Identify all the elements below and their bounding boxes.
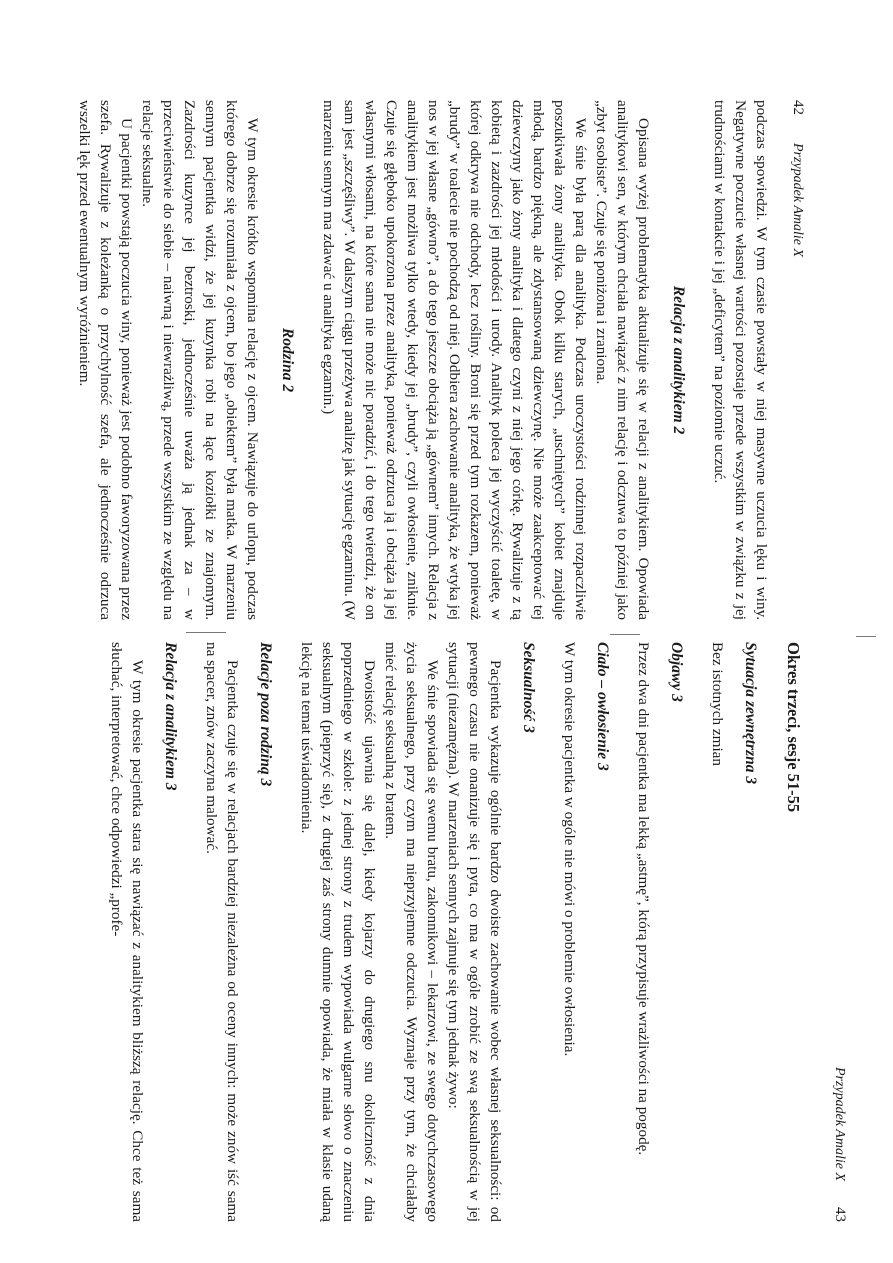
paragraph: podczas spowiedzi. W tym czasie powstały w niej masywne uczucia lęku i winy. Negatywne poczucie własnej wartości pozostaje przede wszystkim w związku z jej trudnościami w kontakcie i jej „deficytem” na poziomie uczuć.	[711, 100, 770, 620]
paragraph: Dwoistość ujawnia się dalej, kiedy kojarzy do drugiego snu okoliczność z dnia poprzedniego w szkole: z jednej strony z trudem wypowiada wulgarne słowo o znaczeniu seksualnym (pieprzyć się), z drugiej zaś strony dumnie opowiada, że miała w klasie udaną lekcję na temat uświadomienia.	[298, 642, 378, 1222]
chapter-title: Okres trzeci, sesje 51-55	[784, 642, 803, 813]
paragraph: We śnie spowiada się swemu bratu, zakonnikowi – lekarzowi, ze swego dotychczasowego życia seksualnego, przy czym ma nieprzyjemne odczucia. Wyznaje przy tym, że chciałaby mieć relację seksualną z bratem.	[382, 642, 441, 1222]
right-page	[70, 642, 850, 1222]
scan-artifact	[186, 632, 226, 633]
subsection-heading: Relacje poza rodziną 3	[257, 642, 274, 787]
scan-artifact	[856, 636, 876, 637]
paragraph: Opisana wyżej problematyka aktualizuje się w relacji z analitykiem. Opowiada analitykowi sen, w którym chciała nawiązać z nim relację i odczuwa to później jako „zbyt osobiste”. Czuje się poniżona i zraniona.	[593, 100, 652, 620]
running-head-title: Przypadek Amalie X	[790, 143, 805, 258]
running-head-title: Przypadek Amalie X	[832, 1066, 847, 1181]
subsection-heading: Seksualność 3	[520, 642, 537, 733]
paragraph: W tym okresie pacjentka stara się nawiązać z analitykiem bliższą relację. Chce też sama słuchać, interpretować, chce odpowiedzi „profe-	[108, 642, 146, 1222]
paragraph: Pacjentka wykazuje ogólnie bardzo dwoiste zachowanie wobec własnej seksualności: od pewnego czasu nie onanizuje się i pyta, co ma w ogóle zrobić ze swą seksualnością w jej sytuacji (niezamężna). W marzeniach sennych zajmuje się tym jednak żywo:	[445, 642, 504, 1222]
paragraph: Przez dwa dni pacjentka ma lekką „astmę”, którą przypisuje wrażliwości na pogodę.	[635, 642, 652, 1156]
subsection-heading: Sytuacja zewnętrzna 3	[742, 642, 759, 785]
running-head	[786, 100, 808, 620]
paragraph: Bez istotnych zmian	[709, 642, 726, 766]
paragraph: W tym okresie pacjentka w ogóle nie mówi o problemie owłosienia.	[561, 642, 578, 1057]
section-heading: Relacja z analitykiem 2	[670, 285, 687, 435]
subsection-heading: Objawy 3	[668, 642, 685, 702]
scan-artifact	[610, 634, 640, 635]
paragraph: We śnie była parą dla analityka. Podczas uroczystości rodzinnej rozpaczliwie poszukiwała żony analityka. Obok kilku starych, „uschniętych” kobiet znajduje młodą, bardzo piękną, ale zdystansowaną dziewczynę. Nie może zaakceptować tej dziewczyny jako żony analityka i dlatego czyni z niej jego córkę. Rywalizuje z tą kobietą i zazdrości jej młodości i urody. Analityk poleca jej wyczyścić toaletę, w której odkrywa nie odchody, lecz rośliny. Broni się przed tym rozkazem, ponieważ „brudy” w toalecie nie pochodzą od niej. Odbiera zachowanie analityka, że wtyka jej nos w jej własne „gówno”, a do tego jeszcze obciąża ją „gównem” innych. Relacja z analitykiem jest możliwa tylko wtedy, kiedy jej „brudy”, czyli owłosienie, zniknie. Czuje się głęboko upokorzona przez analityka, ponieważ odrzuca ją i obciąża ją jej własnymi włosami, na które sama nie może nic poradzić, i do tego twierdzi, że on sam jest „szczęśliwy”. W dalszym ciągu przeżywa analizę jak sytuację egzaminu. (W marzeniu sennym ma zdawać u analityka egzamin.)	[320, 100, 589, 620]
page-number: 43	[832, 1207, 848, 1222]
paragraph: W tym okresie krótko wspomina relację z ojcem. Nawiązuje do urlopu, podczas którego dobrze się rozumiała z ojcem, bo jego „obiektem” była matka. W marzeniu sennym pacjentka widzi, że jej kuzynka robi na łące koziołki ze znajomym. Zazdrości kuzynce jej beztroski, jednocześnie uważa ją jednak za – w przeciwieństwie do siebie – naiwną i niewrażliwą, przede wszystkim ze względu na relacje seksualne.	[139, 100, 261, 620]
paragraph: U pacjentki powstają poczucia winy, ponieważ jest podobno faworyzowana przez szefa. Rywalizuje z koleżanką o przychylność szefa, ale jednocześnie odrzuca wszelki lęk przed ewentualnym wyróżnieniem.	[76, 100, 135, 620]
running-head	[828, 642, 850, 1222]
subsection-heading: Ciało – owłosienie 3	[594, 642, 611, 771]
section-heading: Rodzina 2	[279, 327, 296, 393]
paragraph: Pacjentka czuje się w relacjach bardziej niezależna od oceny innych: może znów iść sama na spacer, znów zaczyna malować.	[203, 642, 241, 1222]
page-number: 42	[790, 100, 806, 115]
left-page	[48, 100, 808, 620]
subsection-heading: Relacja z analitykiem 3	[162, 642, 179, 791]
